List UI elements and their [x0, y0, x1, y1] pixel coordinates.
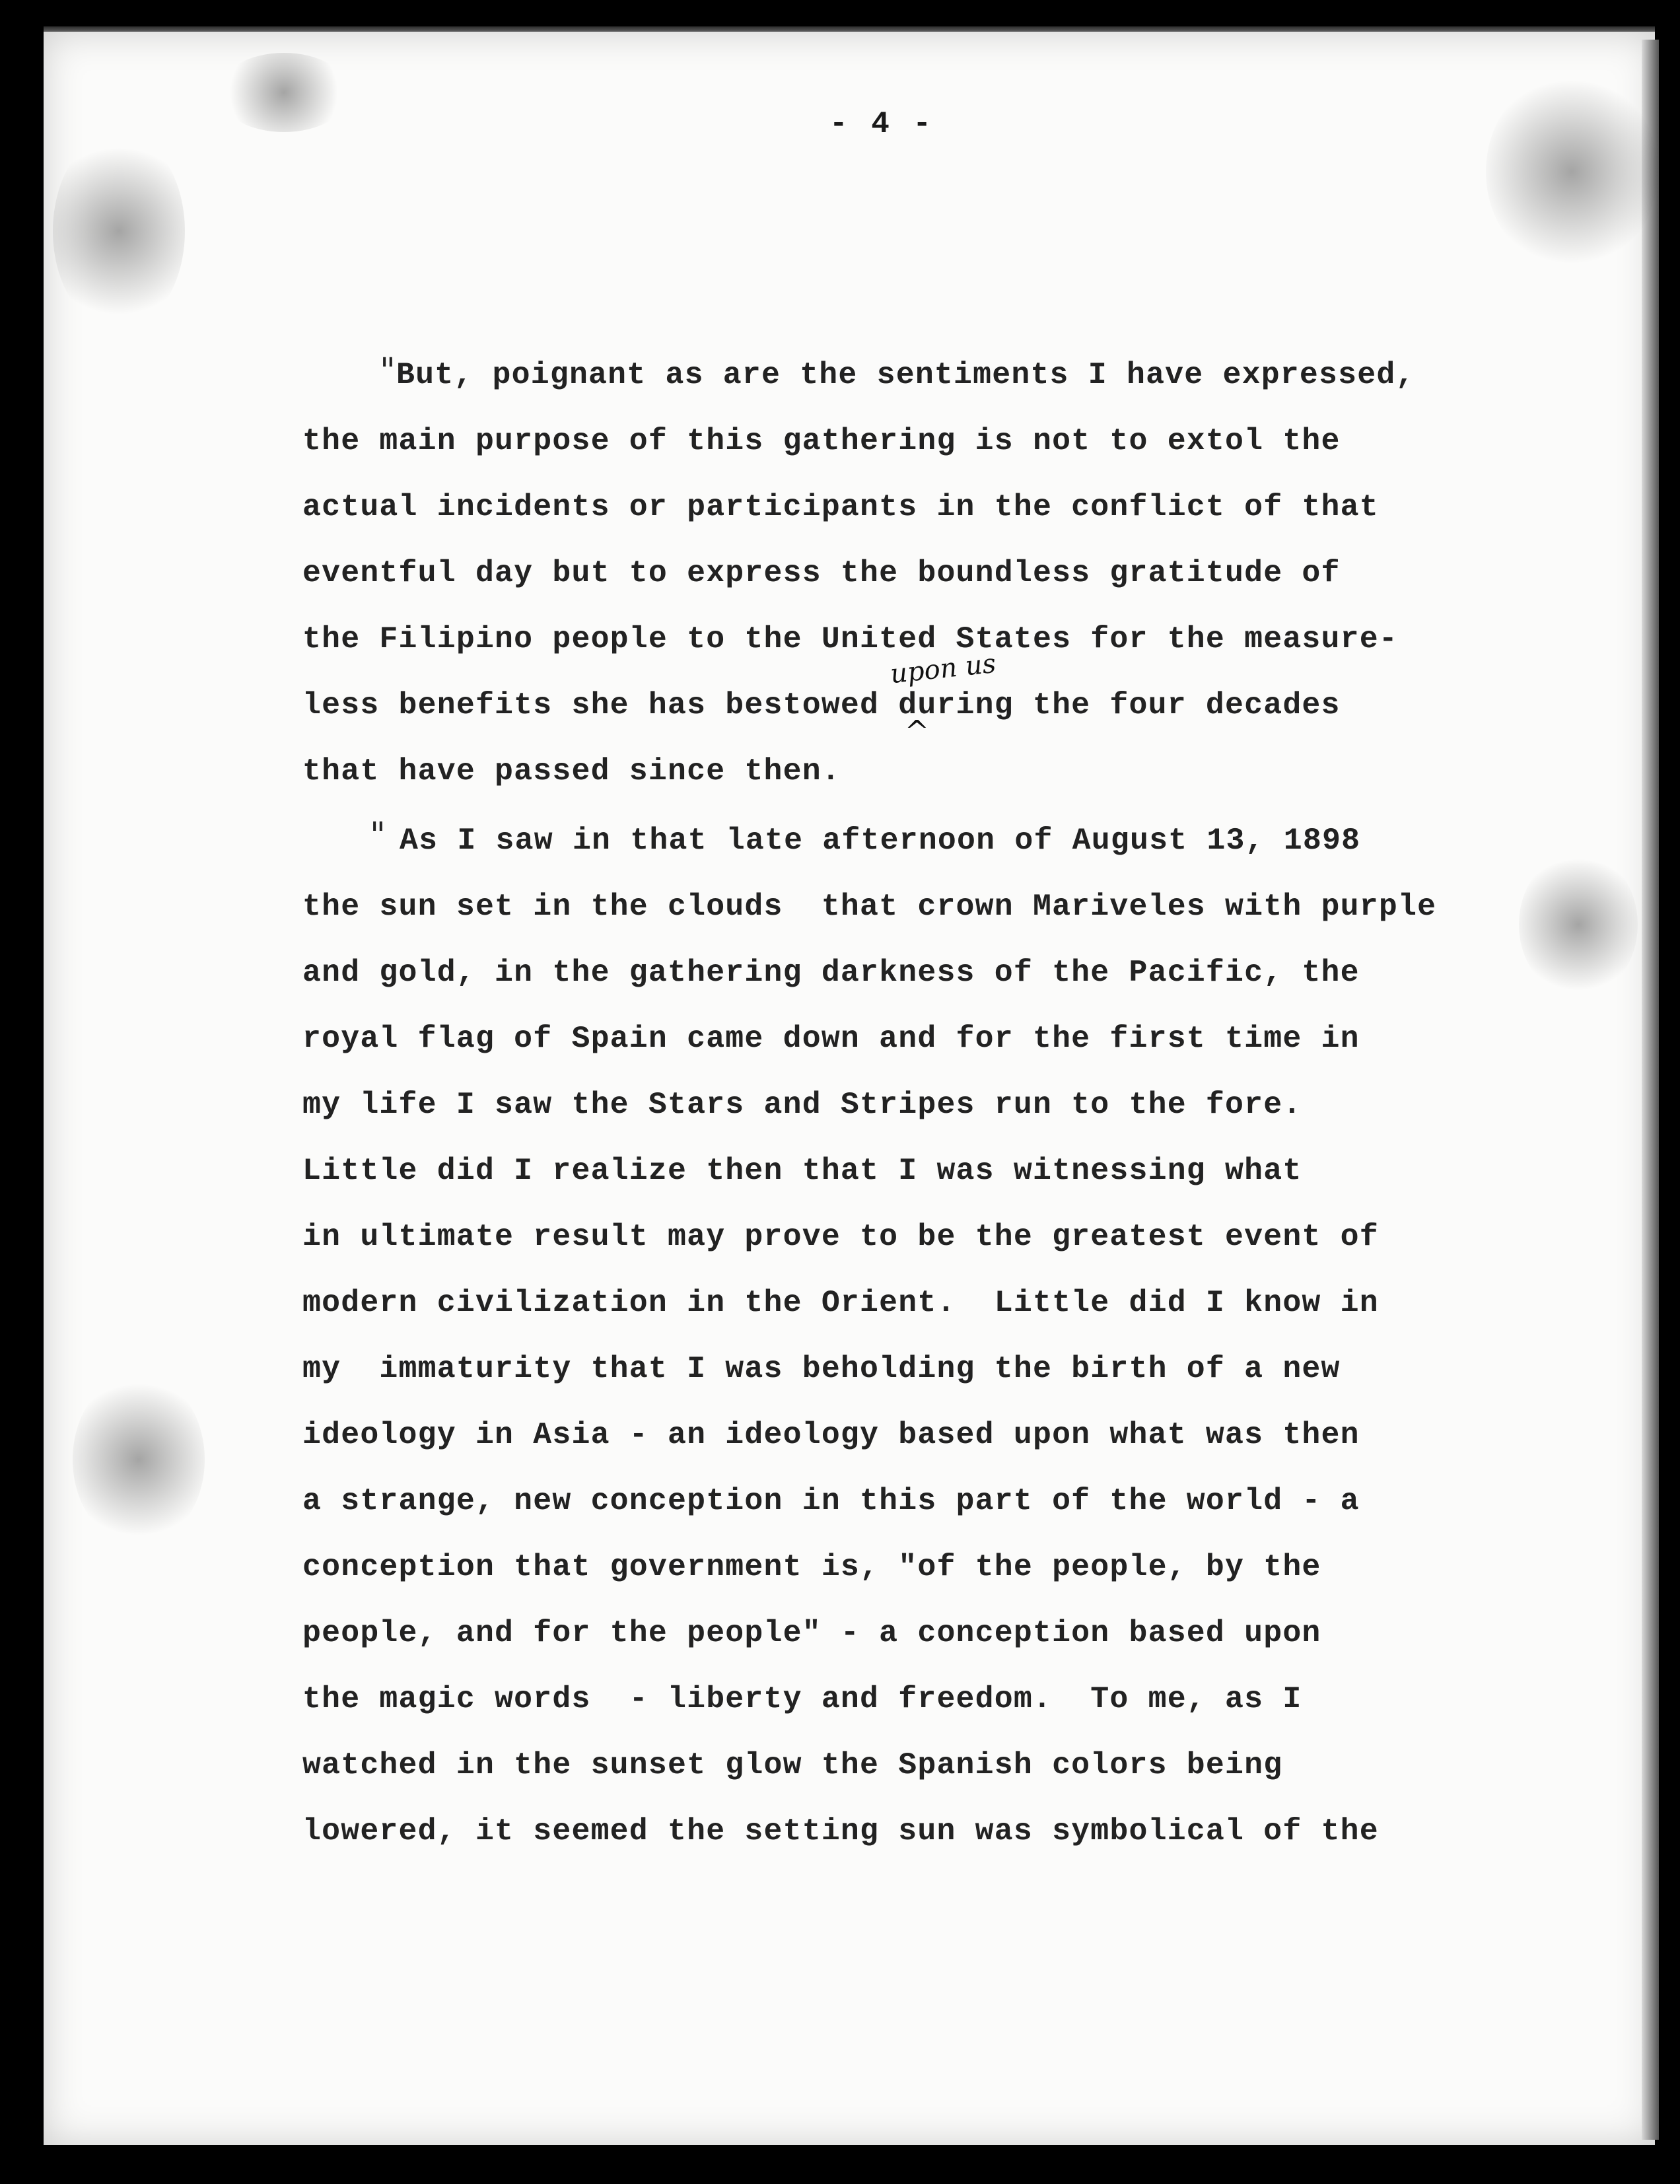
smudge-mid-right — [1519, 852, 1638, 997]
text-line-11: royal flag of Spain came down and for the first time in — [302, 1021, 1360, 1056]
text-line-18: a strange, new conception in this part of the world - a — [302, 1483, 1360, 1518]
smudge-top-center — [218, 53, 350, 132]
text-line-10: and gold, in the gathering darkness of the Pacific, the — [302, 955, 1360, 990]
text-line-9: the sun set in the clouds that crown Mariveles with purple — [302, 889, 1437, 924]
page-number: - 4 - — [829, 107, 934, 141]
text-line-8: As I saw in that late afternoon of August 13, 1898 — [400, 823, 1361, 858]
text-line-23: lowered, it seemed the setting sun was symbolical of the — [302, 1814, 1379, 1849]
text-line-16: my immaturity that I was beholding the birth of a new — [302, 1351, 1341, 1386]
text-line-2: the main purpose of this gathering is not to extol the — [302, 423, 1341, 458]
insertion-caret: ^ — [905, 715, 929, 748]
text-line-20: people, and for the people" - a conception based upon — [302, 1615, 1321, 1650]
text-line-4: eventful day but to express the boundless gratitude of — [302, 555, 1341, 590]
text-line-19: conception that government is, "of the people, by the — [302, 1549, 1321, 1584]
text-line-12: my life I saw the Stars and Stripes run to the fore. — [302, 1087, 1302, 1122]
text-line-14: in ultimate result may prove to be the greatest event of — [302, 1219, 1379, 1254]
text-line-15: modern civilization in the Orient. Little did I know in — [302, 1285, 1379, 1320]
paper-right-edge — [1642, 40, 1659, 2140]
text-line-17: ideology in Asia - an ideology based upon what was then — [302, 1417, 1360, 1452]
smudge-top-left — [53, 132, 185, 330]
text-line-13: Little did I realize then that I was witnessing what — [302, 1153, 1302, 1188]
paragraph-mark-2: " — [370, 816, 386, 855]
paragraph-mark-1: " — [380, 351, 396, 391]
smudge-left-mid — [73, 1374, 205, 1545]
text-line-21: the magic words - liberty and freedom. To me, as I — [302, 1681, 1302, 1716]
text-line-6: less benefits she has bestowed during the four decades — [302, 687, 1341, 722]
text-line-1: But, poignant as are the sentiments I have expressed, — [396, 357, 1415, 392]
text-line-5: the Filipino people to the United States for the measure- — [302, 621, 1398, 656]
text-line-3: actual incidents or participants in the conflict of that — [302, 489, 1379, 524]
handwritten-insertion: upon us — [889, 648, 998, 690]
text-line-22: watched in the sunset glow the Spanish colors being — [302, 1747, 1283, 1782]
text-line-7: that have passed since then. — [302, 754, 841, 789]
smudge-top-right — [1486, 73, 1658, 271]
